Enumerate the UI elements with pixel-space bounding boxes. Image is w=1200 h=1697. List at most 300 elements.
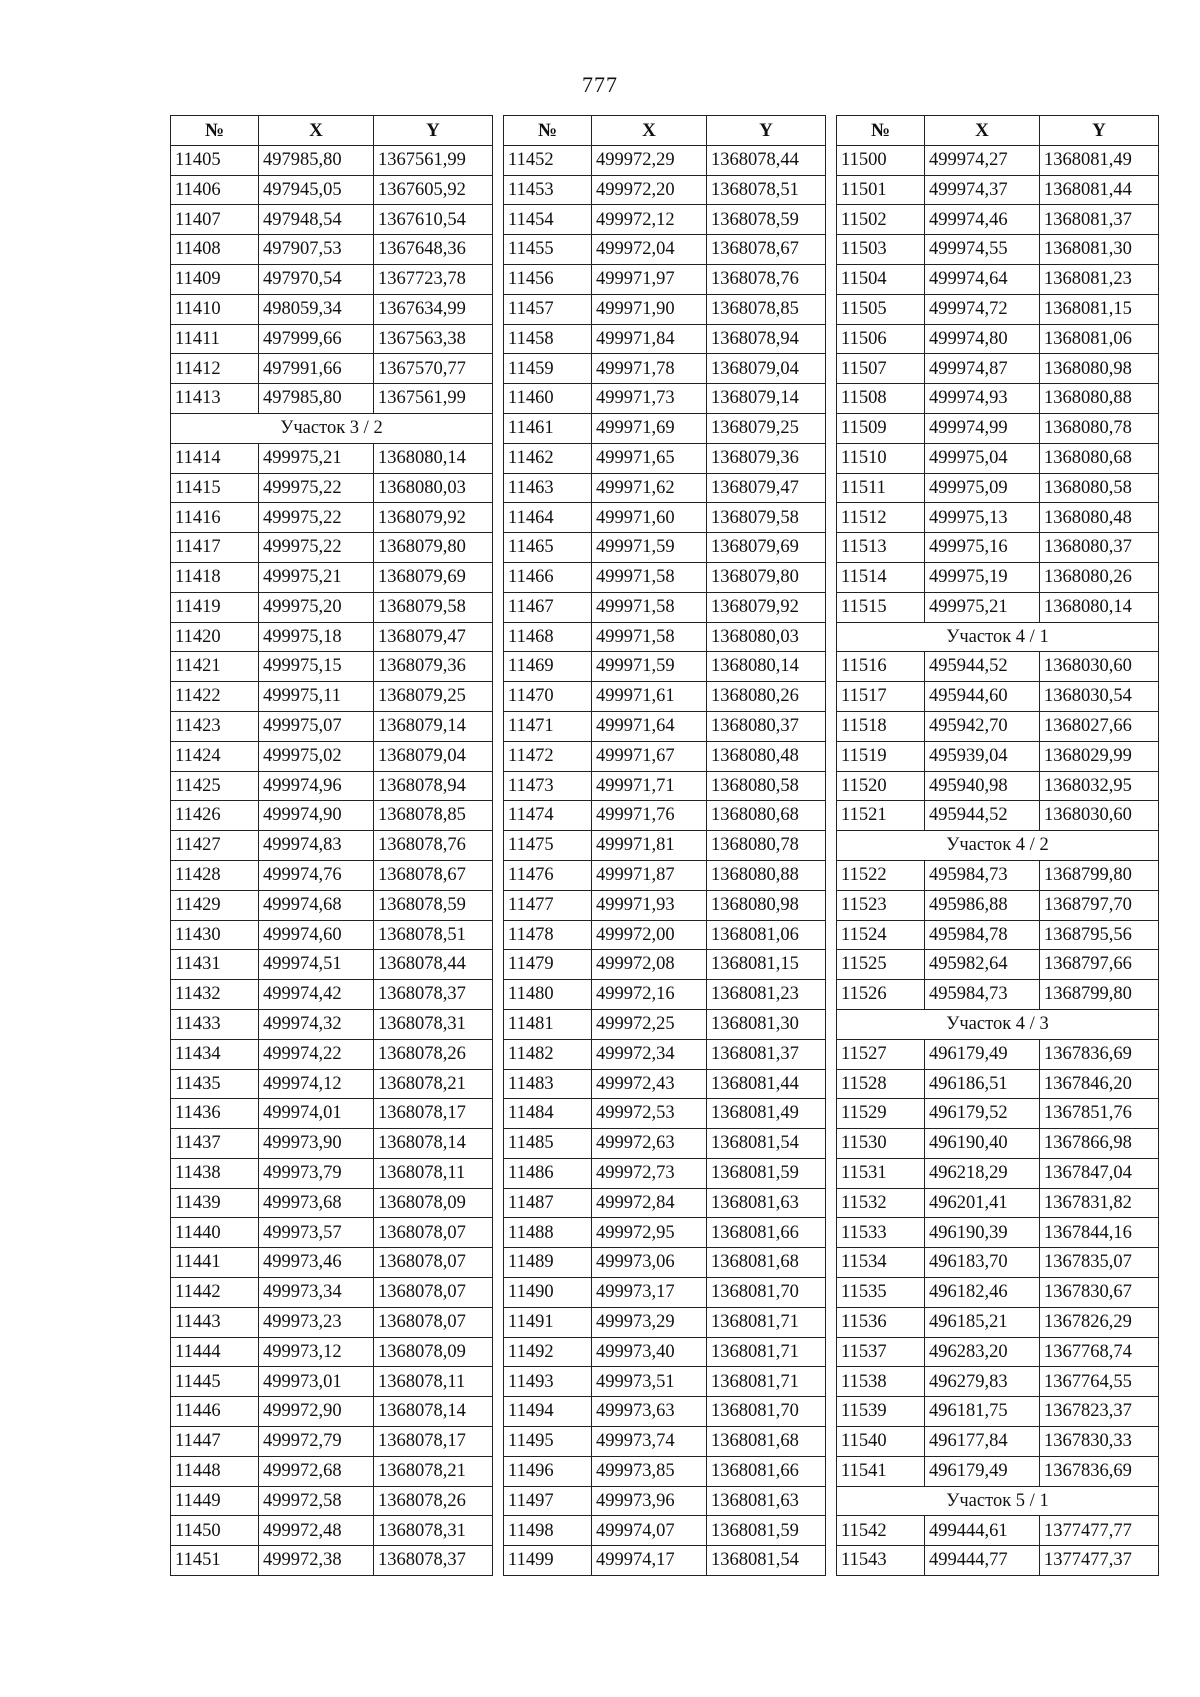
point-number: 11415 bbox=[171, 473, 259, 503]
point-number: 11429 bbox=[171, 890, 259, 920]
x-coordinate: 499975,21 bbox=[925, 592, 1040, 622]
coordinates-table-2 bbox=[503, 115, 826, 1576]
x-coordinate: 499974,17 bbox=[592, 1546, 707, 1576]
y-coordinate: 1368081,68 bbox=[707, 1427, 826, 1457]
x-coordinate: 499973,63 bbox=[592, 1397, 707, 1427]
table-row bbox=[504, 860, 826, 890]
y-coordinate: 1368081,63 bbox=[707, 1188, 826, 1218]
y-coordinate: 1368078,94 bbox=[374, 771, 493, 801]
point-number: 11481 bbox=[504, 1009, 592, 1039]
table-row bbox=[171, 264, 493, 294]
point-number: 11489 bbox=[504, 1248, 592, 1278]
table-row bbox=[504, 1069, 826, 1099]
x-coordinate: 495982,64 bbox=[925, 950, 1040, 980]
point-number: 11462 bbox=[504, 443, 592, 473]
column-header-number: № bbox=[171, 116, 259, 146]
table-row bbox=[504, 145, 826, 175]
y-coordinate: 1377477,37 bbox=[1040, 1546, 1159, 1576]
x-coordinate: 499974,51 bbox=[259, 950, 374, 980]
point-number: 11434 bbox=[171, 1039, 259, 1069]
y-coordinate: 1368081,49 bbox=[707, 1099, 826, 1129]
x-coordinate: 499974,93 bbox=[925, 384, 1040, 414]
table-row bbox=[171, 622, 493, 652]
point-number: 11432 bbox=[171, 980, 259, 1010]
table-row bbox=[837, 920, 1159, 950]
y-coordinate: 1368078,85 bbox=[707, 294, 826, 324]
y-coordinate: 1368081,70 bbox=[707, 1397, 826, 1427]
y-coordinate: 1368081,15 bbox=[707, 950, 826, 980]
x-coordinate: 496179,52 bbox=[925, 1099, 1040, 1129]
y-coordinate: 1368078,09 bbox=[374, 1188, 493, 1218]
point-number: 11522 bbox=[837, 860, 925, 890]
point-number: 11427 bbox=[171, 831, 259, 861]
table-row bbox=[504, 235, 826, 265]
x-coordinate: 499975,07 bbox=[259, 711, 374, 741]
point-number: 11409 bbox=[171, 264, 259, 294]
y-coordinate: 1368081,49 bbox=[1040, 145, 1159, 175]
point-number: 11493 bbox=[504, 1367, 592, 1397]
point-number: 11407 bbox=[171, 205, 259, 235]
x-coordinate: 495939,04 bbox=[925, 741, 1040, 771]
table-row bbox=[837, 1546, 1159, 1576]
y-coordinate: 1368078,11 bbox=[374, 1367, 493, 1397]
coordinates-table-3 bbox=[836, 115, 1159, 1576]
y-coordinate: 1368081,37 bbox=[1040, 205, 1159, 235]
point-number: 11542 bbox=[837, 1516, 925, 1546]
table-row bbox=[171, 1158, 493, 1188]
x-coordinate: 495986,88 bbox=[925, 890, 1040, 920]
y-coordinate: 1368080,88 bbox=[707, 860, 826, 890]
y-coordinate: 1368079,25 bbox=[707, 413, 826, 443]
y-coordinate: 1368078,31 bbox=[374, 1516, 493, 1546]
point-number: 11423 bbox=[171, 711, 259, 741]
point-number: 11535 bbox=[837, 1278, 925, 1308]
point-number: 11441 bbox=[171, 1248, 259, 1278]
x-coordinate: 496201,41 bbox=[925, 1188, 1040, 1218]
x-coordinate: 499971,93 bbox=[592, 890, 707, 920]
y-coordinate: 1368081,54 bbox=[707, 1129, 826, 1159]
x-coordinate: 499974,27 bbox=[925, 145, 1040, 175]
point-number: 11408 bbox=[171, 235, 259, 265]
y-coordinate: 1368078,07 bbox=[374, 1218, 493, 1248]
point-number: 11523 bbox=[837, 890, 925, 920]
table-row bbox=[171, 1129, 493, 1159]
point-number: 11433 bbox=[171, 1009, 259, 1039]
x-coordinate: 498059,34 bbox=[259, 294, 374, 324]
section-title: Участок 4 / 3 bbox=[837, 1009, 1159, 1039]
x-coordinate: 495984,78 bbox=[925, 920, 1040, 950]
x-coordinate: 499973,01 bbox=[259, 1367, 374, 1397]
y-coordinate: 1367836,69 bbox=[1040, 1039, 1159, 1069]
point-number: 11514 bbox=[837, 562, 925, 592]
x-coordinate: 495944,52 bbox=[925, 652, 1040, 682]
y-coordinate: 1368079,47 bbox=[707, 473, 826, 503]
x-coordinate: 499971,61 bbox=[592, 682, 707, 712]
x-coordinate: 499973,85 bbox=[592, 1456, 707, 1486]
y-coordinate: 1368081,44 bbox=[1040, 175, 1159, 205]
point-number: 11534 bbox=[837, 1248, 925, 1278]
table-row bbox=[504, 1337, 826, 1367]
table-row bbox=[837, 1427, 1159, 1457]
y-coordinate: 1368081,54 bbox=[707, 1546, 826, 1576]
point-number: 11491 bbox=[504, 1307, 592, 1337]
y-coordinate: 1368078,51 bbox=[707, 175, 826, 205]
table-row bbox=[837, 354, 1159, 384]
table-row bbox=[171, 950, 493, 980]
y-coordinate: 1368081,71 bbox=[707, 1367, 826, 1397]
point-number: 11471 bbox=[504, 711, 592, 741]
column-header-number: № bbox=[837, 116, 925, 146]
y-coordinate: 1367836,69 bbox=[1040, 1456, 1159, 1486]
x-coordinate: 499973,46 bbox=[259, 1248, 374, 1278]
point-number: 11453 bbox=[504, 175, 592, 205]
y-coordinate: 1368081,15 bbox=[1040, 294, 1159, 324]
x-coordinate: 499972,20 bbox=[592, 175, 707, 205]
point-number: 11525 bbox=[837, 950, 925, 980]
point-number: 11451 bbox=[171, 1546, 259, 1576]
x-coordinate: 499975,15 bbox=[259, 652, 374, 682]
point-number: 11516 bbox=[837, 652, 925, 682]
point-number: 11411 bbox=[171, 324, 259, 354]
x-coordinate: 496218,29 bbox=[925, 1158, 1040, 1188]
point-number: 11449 bbox=[171, 1486, 259, 1516]
point-number: 11507 bbox=[837, 354, 925, 384]
point-number: 11419 bbox=[171, 592, 259, 622]
y-coordinate: 1368078,94 bbox=[707, 324, 826, 354]
table-row bbox=[504, 652, 826, 682]
table-row bbox=[171, 592, 493, 622]
point-number: 11428 bbox=[171, 860, 259, 890]
table-row bbox=[504, 533, 826, 563]
x-coordinate: 496185,21 bbox=[925, 1307, 1040, 1337]
x-coordinate: 499975,18 bbox=[259, 622, 374, 652]
point-number: 11539 bbox=[837, 1397, 925, 1427]
page-number: 777 bbox=[582, 72, 618, 97]
table-row bbox=[504, 950, 826, 980]
y-coordinate: 1368080,26 bbox=[707, 682, 826, 712]
x-coordinate: 499974,90 bbox=[259, 801, 374, 831]
table-row bbox=[504, 1456, 826, 1486]
x-coordinate: 499974,42 bbox=[259, 980, 374, 1010]
y-coordinate: 1368080,03 bbox=[707, 622, 826, 652]
y-coordinate: 1368081,37 bbox=[707, 1039, 826, 1069]
y-coordinate: 1368079,36 bbox=[707, 443, 826, 473]
table-row bbox=[171, 1188, 493, 1218]
x-coordinate: 499972,34 bbox=[592, 1039, 707, 1069]
header-row bbox=[171, 116, 493, 146]
table-row bbox=[504, 1129, 826, 1159]
x-coordinate: 499975,16 bbox=[925, 533, 1040, 563]
column-header-x: X bbox=[592, 116, 707, 146]
point-number: 11405 bbox=[171, 145, 259, 175]
x-coordinate: 499971,62 bbox=[592, 473, 707, 503]
header-row bbox=[837, 116, 1159, 146]
y-coordinate: 1367605,92 bbox=[374, 175, 493, 205]
table-row bbox=[171, 1337, 493, 1367]
column-header-x: X bbox=[259, 116, 374, 146]
y-coordinate: 1368078,37 bbox=[374, 1546, 493, 1576]
table-row bbox=[504, 1158, 826, 1188]
point-number: 11505 bbox=[837, 294, 925, 324]
table-row bbox=[837, 562, 1159, 592]
table-row bbox=[171, 1486, 493, 1516]
table-row bbox=[504, 354, 826, 384]
point-number: 11532 bbox=[837, 1188, 925, 1218]
x-coordinate: 499975,13 bbox=[925, 503, 1040, 533]
point-number: 11457 bbox=[504, 294, 592, 324]
table-row bbox=[837, 235, 1159, 265]
table-row bbox=[504, 1278, 826, 1308]
y-coordinate: 1368078,51 bbox=[374, 920, 493, 950]
y-coordinate: 1368078,67 bbox=[374, 860, 493, 890]
x-coordinate: 497991,66 bbox=[259, 354, 374, 384]
table-row bbox=[171, 1546, 493, 1576]
x-coordinate: 499974,55 bbox=[925, 235, 1040, 265]
y-coordinate: 1368079,80 bbox=[374, 533, 493, 563]
y-coordinate: 1367830,33 bbox=[1040, 1427, 1159, 1457]
point-number: 11510 bbox=[837, 443, 925, 473]
y-coordinate: 1368078,37 bbox=[374, 980, 493, 1010]
table-row bbox=[171, 831, 493, 861]
x-coordinate: 499972,95 bbox=[592, 1218, 707, 1248]
point-number: 11496 bbox=[504, 1456, 592, 1486]
y-coordinate: 1367844,16 bbox=[1040, 1218, 1159, 1248]
point-number: 11445 bbox=[171, 1367, 259, 1397]
y-coordinate: 1368080,58 bbox=[1040, 473, 1159, 503]
x-coordinate: 496179,49 bbox=[925, 1456, 1040, 1486]
x-coordinate: 496190,40 bbox=[925, 1129, 1040, 1159]
table-row bbox=[837, 413, 1159, 443]
x-coordinate: 499973,29 bbox=[592, 1307, 707, 1337]
point-number: 11458 bbox=[504, 324, 592, 354]
point-number: 11515 bbox=[837, 592, 925, 622]
table-row bbox=[171, 682, 493, 712]
y-coordinate: 1368079,80 bbox=[707, 562, 826, 592]
table-row bbox=[171, 711, 493, 741]
y-coordinate: 1368080,14 bbox=[374, 443, 493, 473]
y-coordinate: 1367634,99 bbox=[374, 294, 493, 324]
x-coordinate: 499973,68 bbox=[259, 1188, 374, 1218]
y-coordinate: 1368079,14 bbox=[707, 384, 826, 414]
y-coordinate: 1368080,48 bbox=[707, 741, 826, 771]
y-coordinate: 1368030,54 bbox=[1040, 682, 1159, 712]
y-coordinate: 1368081,63 bbox=[707, 1486, 826, 1516]
table-row bbox=[171, 1069, 493, 1099]
y-coordinate: 1368078,17 bbox=[374, 1099, 493, 1129]
x-coordinate: 499973,40 bbox=[592, 1337, 707, 1367]
y-coordinate: 1368079,04 bbox=[707, 354, 826, 384]
point-number: 11488 bbox=[504, 1218, 592, 1248]
y-coordinate: 1368078,59 bbox=[374, 890, 493, 920]
table-row bbox=[837, 264, 1159, 294]
point-number: 11519 bbox=[837, 741, 925, 771]
table-row bbox=[171, 860, 493, 890]
x-coordinate: 499974,76 bbox=[259, 860, 374, 890]
y-coordinate: 1368079,36 bbox=[374, 652, 493, 682]
x-coordinate: 499974,87 bbox=[925, 354, 1040, 384]
table-row bbox=[837, 473, 1159, 503]
point-number: 11520 bbox=[837, 771, 925, 801]
table-row bbox=[504, 801, 826, 831]
point-number: 11537 bbox=[837, 1337, 925, 1367]
y-coordinate: 1367823,37 bbox=[1040, 1397, 1159, 1427]
table-row bbox=[171, 175, 493, 205]
table-row bbox=[837, 1158, 1159, 1188]
y-coordinate: 1368030,60 bbox=[1040, 652, 1159, 682]
table-row bbox=[837, 801, 1159, 831]
point-number: 11450 bbox=[171, 1516, 259, 1546]
point-number: 11490 bbox=[504, 1278, 592, 1308]
table-row bbox=[504, 771, 826, 801]
y-coordinate: 1377477,77 bbox=[1040, 1516, 1159, 1546]
x-coordinate: 499971,64 bbox=[592, 711, 707, 741]
column-header-y: Y bbox=[1040, 116, 1159, 146]
y-coordinate: 1368079,58 bbox=[707, 503, 826, 533]
y-coordinate: 1368799,80 bbox=[1040, 860, 1159, 890]
x-coordinate: 499975,22 bbox=[259, 503, 374, 533]
section-title: Участок 4 / 1 bbox=[837, 622, 1159, 652]
point-number: 11492 bbox=[504, 1337, 592, 1367]
column-header-y: Y bbox=[374, 116, 493, 146]
x-coordinate: 499975,22 bbox=[259, 473, 374, 503]
column-header-y: Y bbox=[707, 116, 826, 146]
x-coordinate: 499975,20 bbox=[259, 592, 374, 622]
table-row bbox=[171, 503, 493, 533]
point-number: 11444 bbox=[171, 1337, 259, 1367]
y-coordinate: 1368080,48 bbox=[1040, 503, 1159, 533]
point-number: 11426 bbox=[171, 801, 259, 831]
x-coordinate: 499974,80 bbox=[925, 324, 1040, 354]
y-coordinate: 1367561,99 bbox=[374, 145, 493, 175]
x-coordinate: 499971,67 bbox=[592, 741, 707, 771]
table-row bbox=[171, 1516, 493, 1546]
point-number: 11438 bbox=[171, 1158, 259, 1188]
point-number: 11482 bbox=[504, 1039, 592, 1069]
y-coordinate: 1368078,14 bbox=[374, 1397, 493, 1427]
point-number: 11513 bbox=[837, 533, 925, 563]
point-number: 11436 bbox=[171, 1099, 259, 1129]
point-number: 11443 bbox=[171, 1307, 259, 1337]
x-coordinate: 499971,90 bbox=[592, 294, 707, 324]
y-coordinate: 1368078,44 bbox=[374, 950, 493, 980]
point-number: 11533 bbox=[837, 1218, 925, 1248]
x-coordinate: 499971,71 bbox=[592, 771, 707, 801]
point-number: 11508 bbox=[837, 384, 925, 414]
y-coordinate: 1368081,71 bbox=[707, 1337, 826, 1367]
y-coordinate: 1367826,29 bbox=[1040, 1307, 1159, 1337]
point-number: 11498 bbox=[504, 1516, 592, 1546]
table-row bbox=[504, 1486, 826, 1516]
x-coordinate: 495944,60 bbox=[925, 682, 1040, 712]
x-coordinate: 499971,58 bbox=[592, 622, 707, 652]
y-coordinate: 1368078,07 bbox=[374, 1278, 493, 1308]
table-row bbox=[837, 1307, 1159, 1337]
table-row bbox=[837, 682, 1159, 712]
y-coordinate: 1368081,59 bbox=[707, 1516, 826, 1546]
x-coordinate: 499974,64 bbox=[925, 264, 1040, 294]
table-row bbox=[837, 1248, 1159, 1278]
y-coordinate: 1368078,21 bbox=[374, 1456, 493, 1486]
x-coordinate: 499973,57 bbox=[259, 1218, 374, 1248]
table-row bbox=[504, 1397, 826, 1427]
point-number: 11412 bbox=[171, 354, 259, 384]
point-number: 11422 bbox=[171, 682, 259, 712]
point-number: 11483 bbox=[504, 1069, 592, 1099]
y-coordinate: 1368080,88 bbox=[1040, 384, 1159, 414]
point-number: 11466 bbox=[504, 562, 592, 592]
table-row bbox=[171, 294, 493, 324]
table-row bbox=[837, 652, 1159, 682]
table-row bbox=[171, 562, 493, 592]
point-number: 11439 bbox=[171, 1188, 259, 1218]
table-row bbox=[837, 533, 1159, 563]
table-row bbox=[171, 205, 493, 235]
point-number: 11530 bbox=[837, 1129, 925, 1159]
table-row bbox=[504, 622, 826, 652]
x-coordinate: 499971,65 bbox=[592, 443, 707, 473]
table-row bbox=[504, 503, 826, 533]
table-row bbox=[837, 1278, 1159, 1308]
x-coordinate: 499975,04 bbox=[925, 443, 1040, 473]
point-number: 11543 bbox=[837, 1546, 925, 1576]
x-coordinate: 496179,49 bbox=[925, 1039, 1040, 1069]
point-number: 11518 bbox=[837, 711, 925, 741]
y-coordinate: 1368078,76 bbox=[707, 264, 826, 294]
table-row bbox=[837, 771, 1159, 801]
table-row bbox=[837, 1456, 1159, 1486]
y-coordinate: 1367847,04 bbox=[1040, 1158, 1159, 1188]
y-coordinate: 1368078,67 bbox=[707, 235, 826, 265]
y-coordinate: 1368081,59 bbox=[707, 1158, 826, 1188]
point-number: 11501 bbox=[837, 175, 925, 205]
x-coordinate: 499973,34 bbox=[259, 1278, 374, 1308]
x-coordinate: 497985,80 bbox=[259, 384, 374, 414]
table-row bbox=[837, 205, 1159, 235]
y-coordinate: 1368080,68 bbox=[707, 801, 826, 831]
x-coordinate: 499972,08 bbox=[592, 950, 707, 980]
x-coordinate: 499972,12 bbox=[592, 205, 707, 235]
x-coordinate: 499971,58 bbox=[592, 592, 707, 622]
point-number: 11467 bbox=[504, 592, 592, 622]
point-number: 11475 bbox=[504, 831, 592, 861]
point-number: 11425 bbox=[171, 771, 259, 801]
table-row bbox=[171, 384, 493, 414]
x-coordinate: 497948,54 bbox=[259, 205, 374, 235]
section-row bbox=[837, 831, 1159, 861]
y-coordinate: 1367768,74 bbox=[1040, 1337, 1159, 1367]
table-row bbox=[171, 652, 493, 682]
y-coordinate: 1368795,56 bbox=[1040, 920, 1159, 950]
x-coordinate: 499974,07 bbox=[592, 1516, 707, 1546]
point-number: 11524 bbox=[837, 920, 925, 950]
y-coordinate: 1368081,30 bbox=[1040, 235, 1159, 265]
y-coordinate: 1368081,68 bbox=[707, 1248, 826, 1278]
y-coordinate: 1368029,99 bbox=[1040, 741, 1159, 771]
table-row bbox=[837, 711, 1159, 741]
table-row bbox=[504, 890, 826, 920]
y-coordinate: 1367846,20 bbox=[1040, 1069, 1159, 1099]
point-number: 11452 bbox=[504, 145, 592, 175]
x-coordinate: 497907,53 bbox=[259, 235, 374, 265]
y-coordinate: 1368080,37 bbox=[1040, 533, 1159, 563]
point-number: 11417 bbox=[171, 533, 259, 563]
y-coordinate: 1368081,66 bbox=[707, 1456, 826, 1486]
y-coordinate: 1368079,69 bbox=[374, 562, 493, 592]
section-row bbox=[837, 1009, 1159, 1039]
y-coordinate: 1368080,26 bbox=[1040, 562, 1159, 592]
point-number: 11465 bbox=[504, 533, 592, 563]
table-row bbox=[504, 294, 826, 324]
